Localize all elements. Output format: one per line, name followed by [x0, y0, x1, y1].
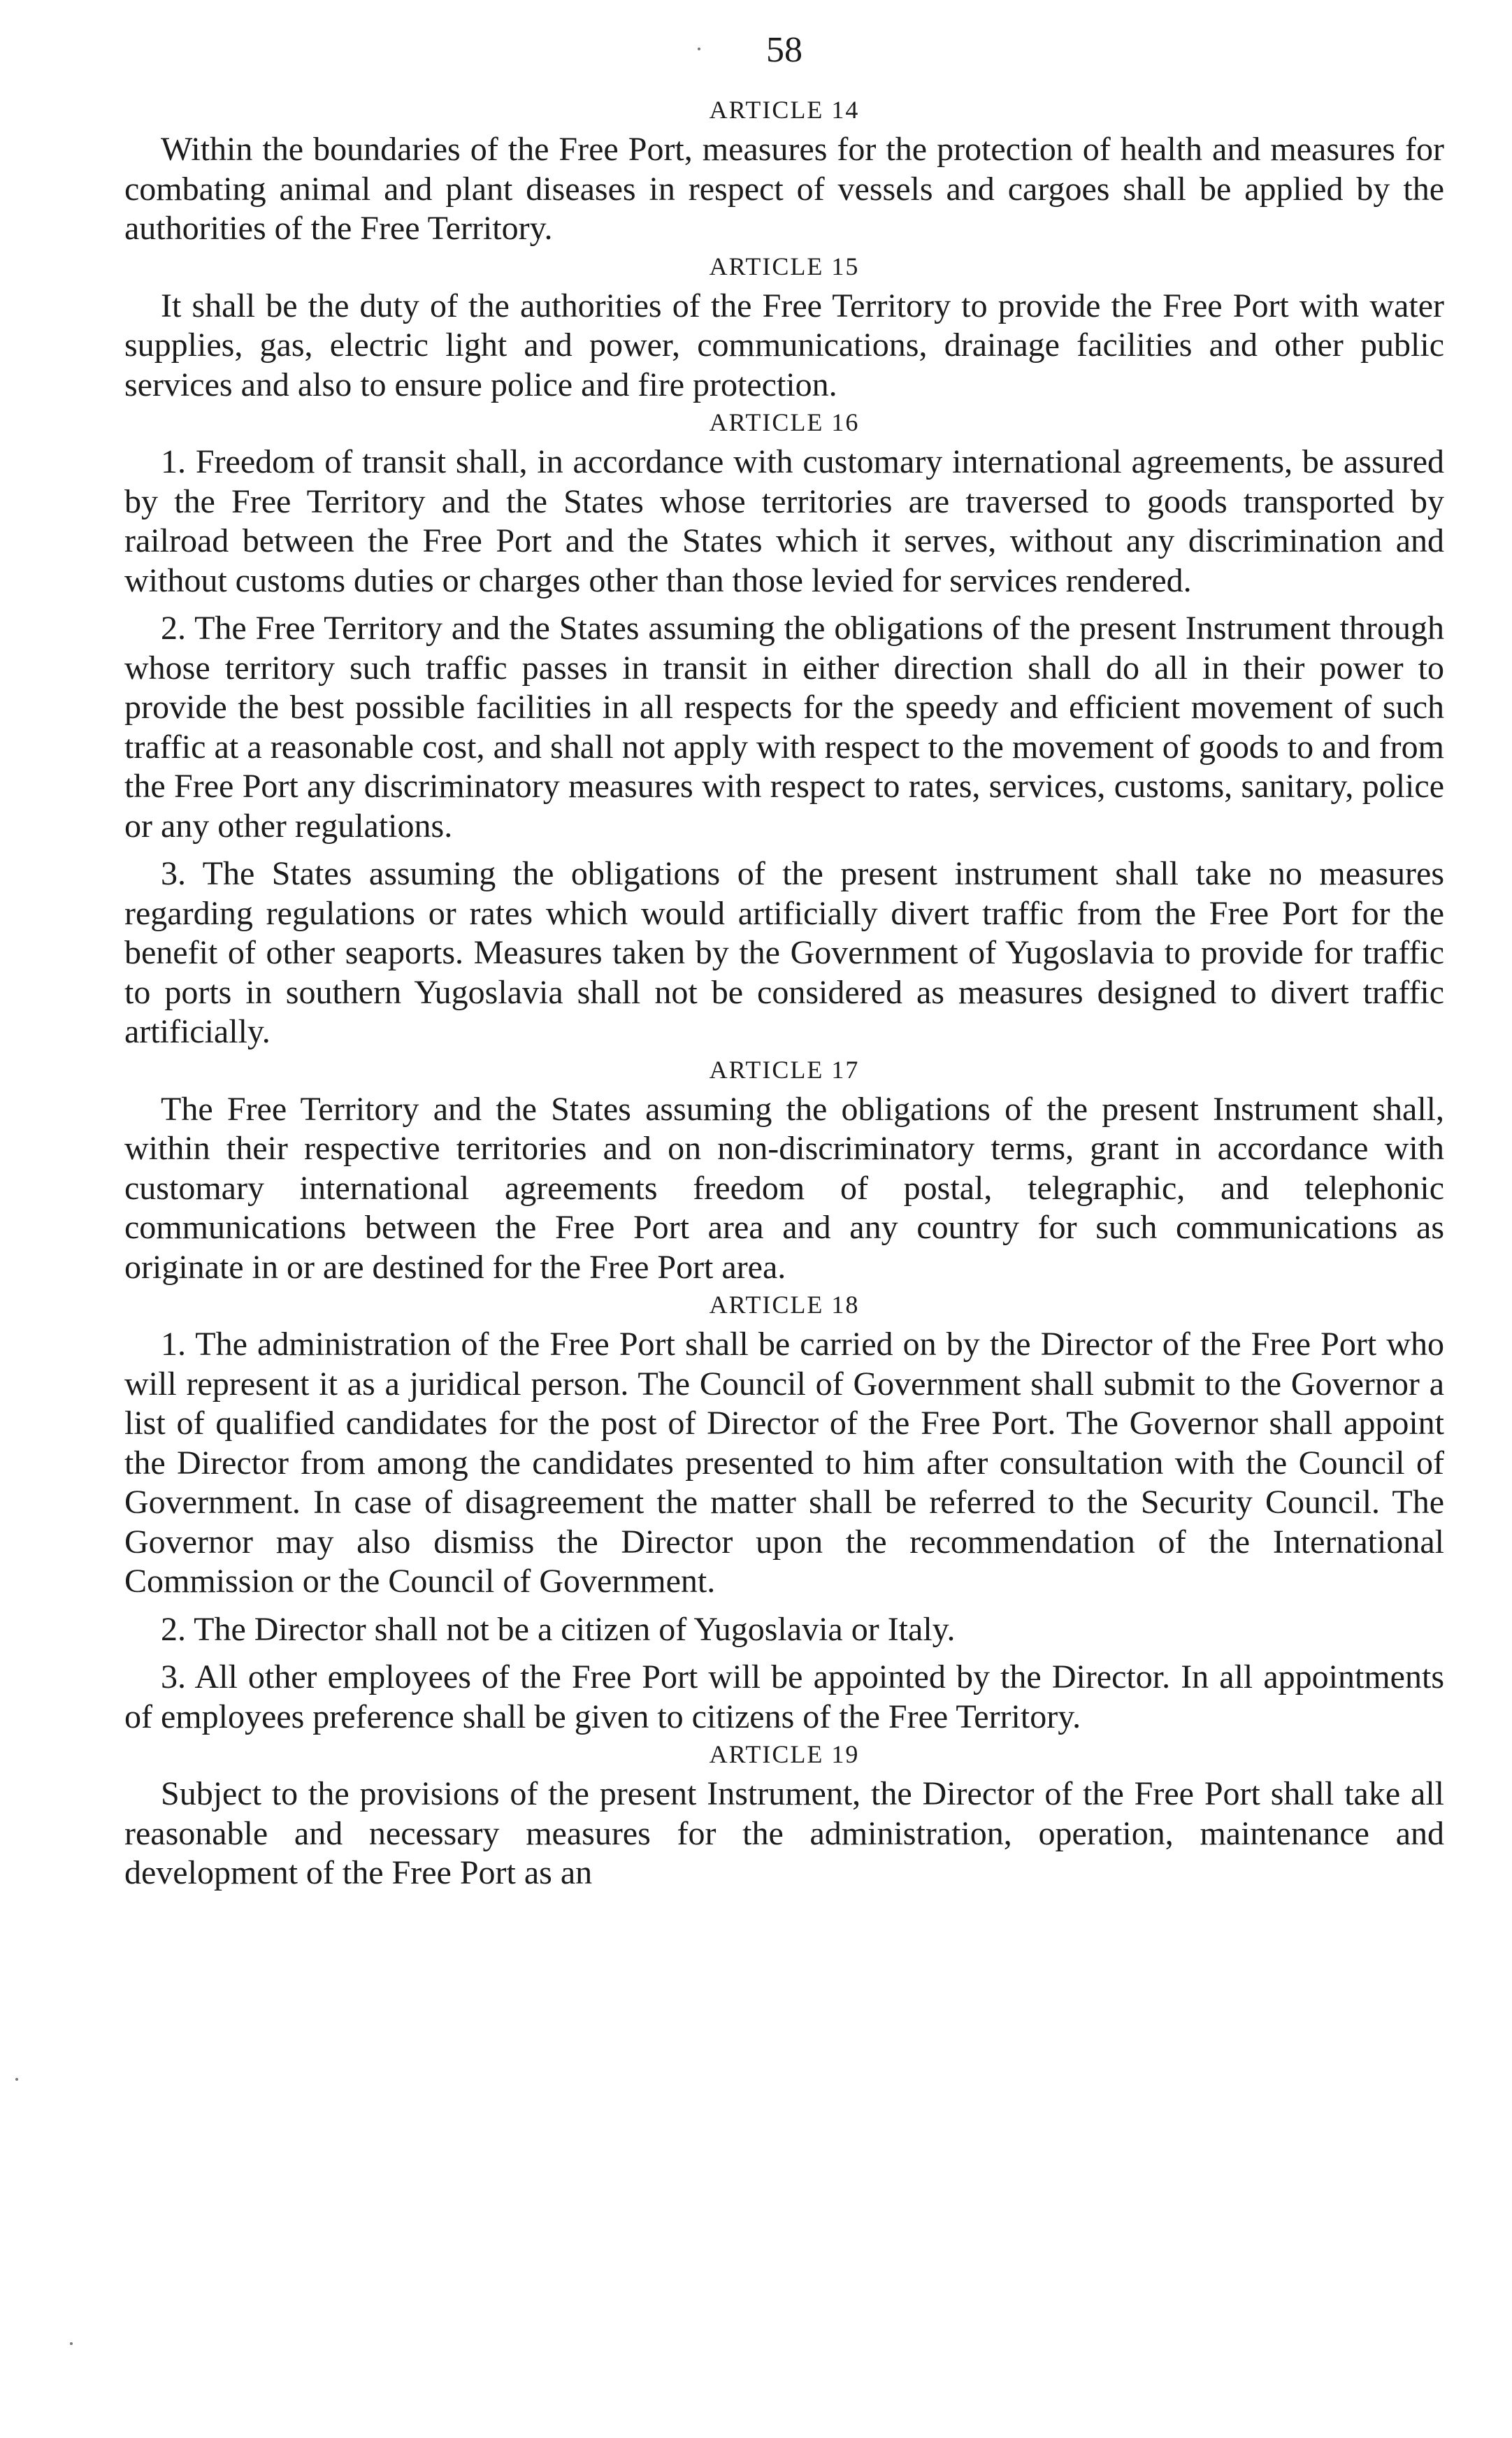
article-heading: ARTICLE 18	[709, 1291, 860, 1319]
article-paragraph: 2. The Free Territory and the States assuming the obligations of the present Instrument through whose territory such traffic passes in transit in either direction shall do all in their power to provide the best possible facilities in all respects for the speedy and efficient movement of such traffic at a reasonable cost, and shall not apply with respect to the movement of goods to and from the Free Port any discriminatory measures with respect to rates, services, customs, sanitary, police or any other regulations.	[124, 610, 1444, 845]
article-paragraph: 3. The States assuming the obligations of the present instrument shall take no measures regarding regulations or rates which would artificially divert traffic from the Free Port for the benefit of other seaports. Measures taken by the Government of Yugoslavia to provide for traffic to ports in southern Yugoslavia shall not be considered as measures designed to divert traffic artificially.	[124, 855, 1444, 1050]
article-19	[124, 1737, 1444, 1893]
article-15	[124, 249, 1444, 406]
article-paragraph: Within the boundaries of the Free Port, measures for the protection of health and measures for combating animal and plant diseases in respect of vessels and cargoes shall be applied by the authorities of the Free Territory.	[124, 131, 1444, 247]
article-heading: ARTICLE 15	[709, 252, 860, 280]
article-paragraph: 1. Freedom of transit shall, in accordance with customary international agreements, be assured by the Free Territory and the States whose territories are traversed to goods transported by railroad between the Free Port and the States which it serves, without any discrimination and without customs duties or charges other than those levied for services rendered.	[124, 443, 1444, 599]
article-paragraph: Subject to the provisions of the present Instrument, the Director of the Free Port shall take all reasonable and necessary measures for the administration, operation, maintenance and development of the Free Port as an	[124, 1775, 1444, 1891]
scan-speck	[15, 2078, 18, 2081]
article-14	[124, 92, 1444, 249]
article-paragraph: 1. The administration of the Free Port shall be carried on by the Director of the Free Port who will represent it as a juridical person. The Council of Government shall submit to the Governor a list of qualified candidates for the post of Director of the Free Port. The Governor shall appoint the Director from among the candidates presented to him after consultation with the Council of Government. In case of disagreement the matter shall be referred to the Security Council. The Governor may also dismiss the Director upon the recommendation of the International Commission or the Council of Government.	[124, 1326, 1444, 1600]
article-18	[124, 1287, 1444, 1737]
article-17	[124, 1052, 1444, 1288]
document-page	[124, 29, 1444, 1893]
article-heading: ARTICLE 16	[709, 408, 860, 436]
scan-speck	[70, 2342, 73, 2345]
article-heading: ARTICLE 19	[709, 1740, 860, 1768]
article-heading: ARTICLE 17	[709, 1055, 860, 1084]
article-heading: ARTICLE 14	[709, 96, 860, 124]
article-paragraph: It shall be the duty of the authorities of the Free Territory to provide the Free Port with water supplies, gas, electric light and power, communications, drainage facilities and other public services and also to ensure police and fire protection.	[124, 287, 1444, 403]
article-paragraph: The Free Territory and the States assuming the obligations of the present Instrument shall, within their respective territories and on non-discriminatory terms, grant in accordance with customary international agreements freedom of postal, telegraphic, and telephonic communications between the Free Port area and any country for such communications as originate in or are destined for the Free Port area.	[124, 1090, 1444, 1286]
article-paragraph: 2. The Director shall not be a citizen of Yugoslavia or Italy.	[161, 1610, 956, 1648]
article-16	[124, 405, 1444, 1052]
article-paragraph: 3. All other employees of the Free Port will be appointed by the Director. In all appointments of employees preference shall be given to citizens of the Free Territory.	[124, 1658, 1444, 1735]
page-number: 58	[766, 30, 802, 70]
